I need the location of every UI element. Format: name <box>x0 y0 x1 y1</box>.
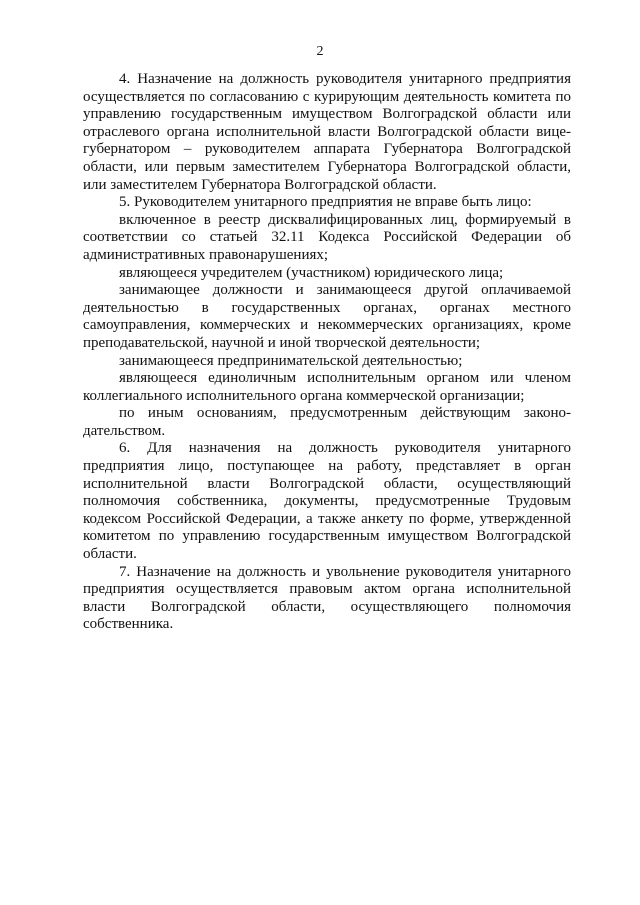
list-item-entrepreneurship: занимающееся предпринимательской деятельностью; <box>119 352 463 369</box>
paragraph-6: 6. Для назначения на должность руководителя унитарного предприятия лицо, поступающее на работу, представляет в орган исполнительной власти Волгоградской области, осуществляющий полномочия собственника, документы, предусмотренные Трудовым кодексом Российской Федерации, а также анкету по форме, утвержденной комитетом по управлению государственным имуществом Волгоградской области. <box>83 440 571 563</box>
list-item-executive-body: являющееся единоличным исполнительным органом или членом коллегиального исполнительного органа коммерческой организации; <box>83 370 571 404</box>
document-body <box>83 71 571 634</box>
page-number: 2 <box>316 44 324 59</box>
list-item-other-grounds: по иным основаниям, предусмотренным действующим законодательством. <box>83 405 571 439</box>
list-item-founder: являющееся учредителем (участником) юридического лица; <box>119 264 504 281</box>
paragraph-5: 5. Руководителем унитарного предприятия не вправе быть лицо: <box>119 194 532 211</box>
paragraph-7: 7. Назначение на должность и увольнение руководителя унитарного предприятия осуществляется правовым актом органа исполнительной власти Волгоградской области, осуществляющего полномочия собственника. <box>83 563 571 633</box>
list-item-paid-positions: занимающее должности и занимающееся другой оплачиваемой деятельностью в государственных органах, органах местного самоуправления, коммерческих и некоммерческих организациях, кроме преподавательской, научной и иной творческой деятельности; <box>83 282 571 351</box>
list-item-disqualified: включенное в реестр дисквалифицированных лиц, формируемый в соответствии со статьей 32.11 Кодекса Российской Федерации об административных правонарушениях; <box>83 211 571 263</box>
paragraph-4: 4. Назначение на должность руководителя унитарного предприятия осуществляется по согласованию с курирующим деятельность комитета по управлению государственным имуществом Волгоградской области или отраслевого органа исполнительной власти Волгоградской области вице-губернатором – руководителем аппарата Губернатора Волгоградской области, или первым заместителем Губернатора Волгоградской области, или заместителем Губернатора Волгоградской области. <box>83 71 571 193</box>
